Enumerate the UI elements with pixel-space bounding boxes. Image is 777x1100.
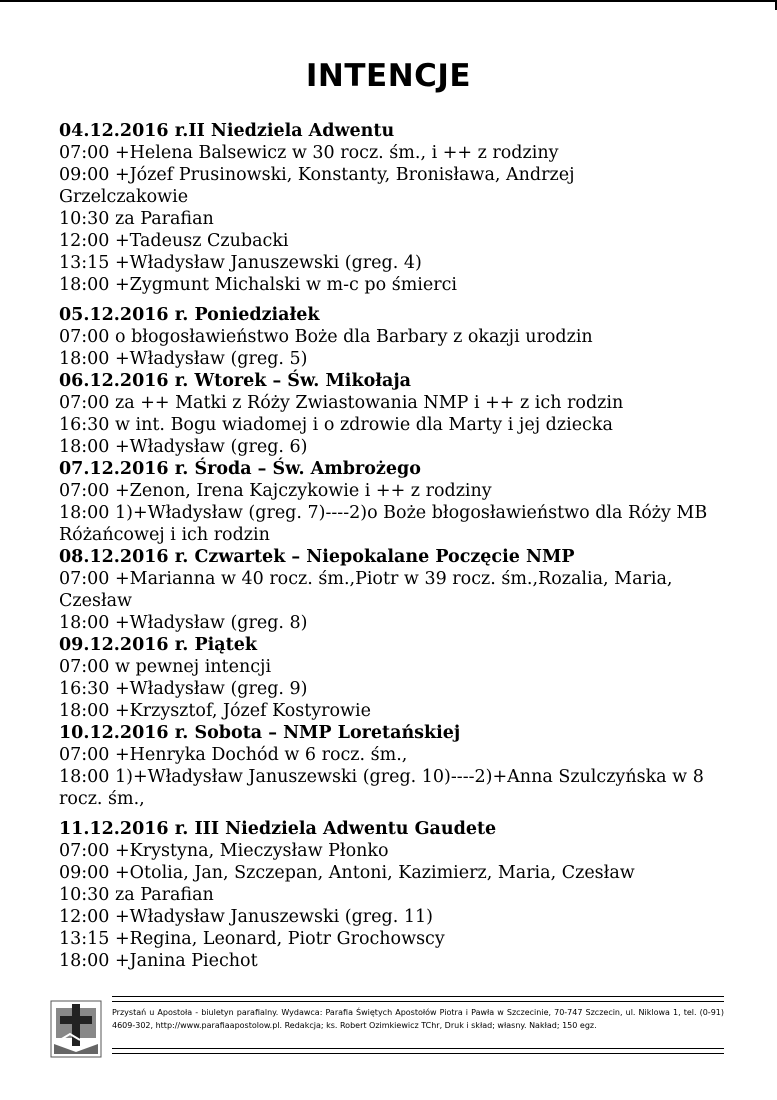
intention-entry: 07:00 za ++ Matki z Róży Zwiastowania NMP i ++ z ich rodzin (59, 393, 624, 413)
intention-entry: 16:30 w int. Bogu wiadomej i o zdrowie dla Marty i jej dziecka (59, 415, 613, 435)
intention-entry: 07:00 w pewnej intencji (59, 657, 272, 677)
intention-entry: 10:30 za Parafian (59, 209, 214, 229)
intention-entry: 09:00 +Józef Prusinowski, Konstanty, Bronisława, Andrzej (59, 165, 575, 185)
day-section (59, 722, 739, 810)
intention-entry: 07:00 +Krystyna, Mieczysław Płonko (59, 841, 389, 861)
day-section (59, 458, 739, 546)
intention-entry: 07:00 +Marianna w 40 rocz. śm.,Piotr w 39 rocz. śm.,Rozalia, Maria, Czesław (59, 569, 673, 611)
day-section (59, 818, 739, 972)
intentions-list (59, 120, 739, 972)
intention-entry: 16:30 +Władysław (greg. 9) (59, 679, 308, 699)
day-heading: 04.12.2016 r.II Niedziela Adwentu (59, 121, 395, 141)
day-section (59, 546, 739, 634)
intention-entry: Grzelczakowie (59, 187, 189, 207)
day-section (59, 370, 739, 458)
intention-entry: 18:00 +Władysław (greg. 5) (59, 349, 308, 369)
day-heading: 08.12.2016 r. Czwartek – Niepokalane Poczęcie NMP (59, 547, 575, 567)
intention-entry: 13:15 +Regina, Leonard, Piotr Grochowscy (59, 929, 445, 949)
intention-entry: 07:00 +Helena Balsewicz w 30 rocz. śm., i ++ z rodziny (59, 143, 559, 163)
day-section (59, 120, 739, 296)
day-heading: 11.12.2016 r. III Niedziela Adwentu Gaudete (59, 819, 497, 839)
intention-entry: rocz. śm., (59, 789, 145, 809)
day-heading: 10.12.2016 r. Sobota – NMP Loretańskiej (59, 723, 461, 743)
intention-entry: 18:00 +Władysław (greg. 8) (59, 613, 308, 633)
top-border-line (0, 0, 777, 2)
day-heading: 09.12.2016 r. Piątek (59, 635, 257, 655)
intention-entry: 18:00 1)+Władysław (greg. 7)----2)o Boże błogosławieństwo dla Róży MB (59, 503, 708, 523)
intention-entry: Różańcowej i ich rodzin (59, 525, 270, 545)
page-title: INTENCJE (305, 58, 472, 94)
intention-entry: 18:00 +Zygmunt Michalski w m-c po śmierci (59, 275, 458, 295)
intention-entry: 07:00 +Zenon, Irena Kajczykowie i ++ z rodziny (59, 481, 492, 501)
intention-entry: 07:00 o błogosławieństwo Boże dla Barbary z okazji urodzin (59, 327, 593, 347)
intention-entry: 09:00 +Otolia, Jan, Szczepan, Antoni, Kazimierz, Maria, Czesław (59, 863, 635, 883)
intention-entry: 18:00 +Krzysztof, Józef Kostyrowie (59, 701, 371, 721)
day-section (59, 304, 739, 370)
footer-top-rule (112, 996, 724, 1002)
day-heading: 06.12.2016 r. Wtorek – Św. Mikołaja (59, 371, 411, 391)
intention-entry: 10:30 za Parafian (59, 885, 214, 905)
intention-entry: 12:00 +Władysław Januszewski (greg. 11) (59, 907, 433, 927)
intention-entry: 18:00 +Władysław (greg. 6) (59, 437, 308, 457)
footer-bottom-rule (112, 1048, 724, 1054)
footer-text: Przystań u Apostoła - biuletyn parafialny. Wydawca: Parafia Świętych Apostołów Piotra i Pawła w Szczecinie, 70-747 Szczecin, ul. Niklowa 1, tel. (0-91) 4609-302, http://www.parafiaapostolow.pl. Redakcja; ks. Robert Ozimkiewicz TChr, Druk i skład; własny. Nakład; 150 egz. (112, 1008, 724, 1030)
parish-logo-icon (50, 1000, 102, 1058)
intention-entry: 13:15 +Władysław Januszewski (greg. 4) (59, 253, 422, 273)
intention-entry: 18:00 +Janina Piechot (59, 951, 258, 971)
bulletin-footer (50, 994, 730, 1062)
day-heading: 07.12.2016 r. Środa – Św. Ambrożego (59, 459, 421, 479)
intention-entry: 18:00 1)+Władysław Januszewski (greg. 10)----2)+Anna Szulczyńska w 8 (59, 767, 704, 787)
day-section (59, 634, 739, 722)
intention-entry: 07:00 +Henryka Dochód w 6 rocz. śm., (59, 745, 408, 765)
intention-entry: 12:00 +Tadeusz Czubacki (59, 231, 289, 251)
day-heading: 05.12.2016 r. Poniedziałek (59, 305, 320, 325)
